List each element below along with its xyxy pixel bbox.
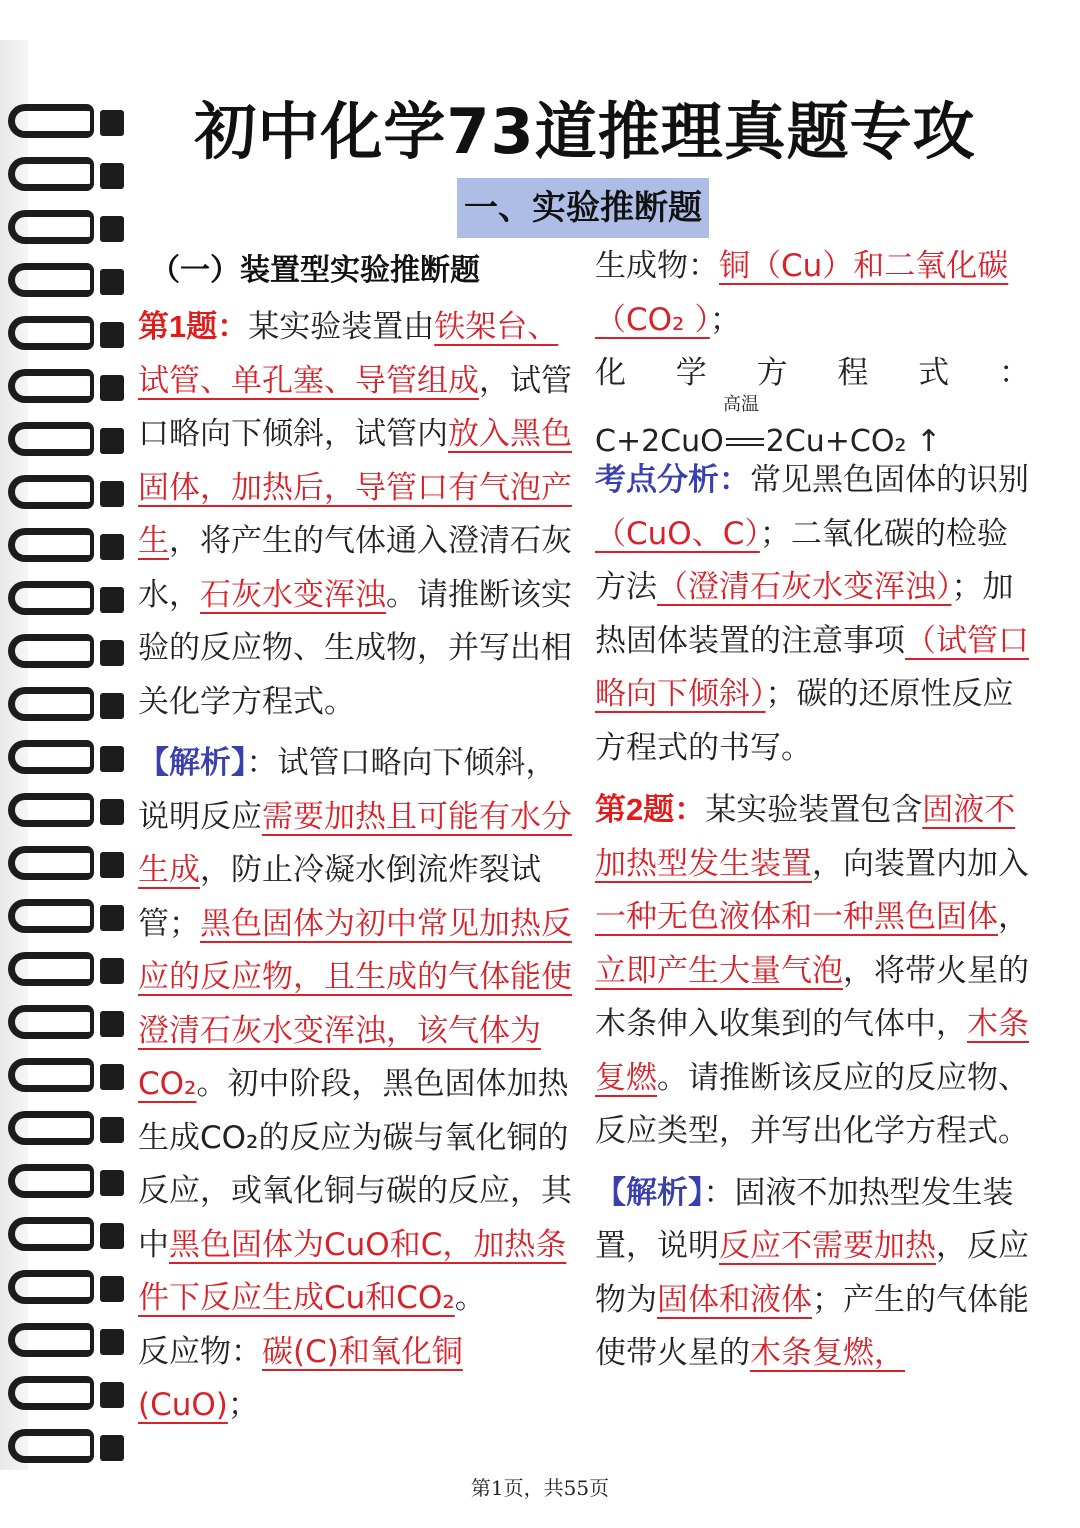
- binding-ring: [8, 577, 126, 627]
- reactant-label: 反应物：: [138, 1333, 262, 1370]
- binding-ring: [8, 418, 126, 468]
- binding-ring: [8, 100, 126, 150]
- binding-ring: [8, 1425, 126, 1475]
- binding-ring: [8, 471, 126, 521]
- reactant-value: 碳(C)和氧化铜(CuO): [138, 1333, 463, 1423]
- a2-text-3: ；产生的气体能使带火星的: [595, 1281, 1029, 1371]
- binding-ring: [8, 524, 126, 574]
- kd1-key-3: （试管口略向下倾斜）: [595, 622, 1029, 712]
- binding-ring: [8, 789, 126, 839]
- q1-key-2: 放入黑色固体，加热后，导管口有气泡产生: [138, 416, 572, 559]
- equation-label: [595, 347, 1030, 401]
- q2-text-2: ，向装置内加入: [812, 845, 1029, 882]
- q2-text-4: ，将带火星的木条伸入收集到的气体中，: [595, 952, 1029, 1042]
- answer-2-label: 【解析】: [595, 1174, 704, 1211]
- product-line: [595, 240, 1030, 347]
- kd1-key-2: （澄清石灰水变浑浊）: [657, 569, 952, 605]
- binding-ring: [8, 1054, 126, 1104]
- chemical-equation: [595, 393, 1030, 459]
- answer-1: [138, 737, 576, 1326]
- eq-label-char: 化: [595, 355, 626, 391]
- q1-text-4: 。请推断该实验的反应物、生成物，并写出相关化学方程式。: [138, 576, 572, 720]
- a2-key-2: 固体和液体: [657, 1281, 812, 1318]
- equation-condition: 高温: [723, 393, 759, 415]
- eq-label-char: 式: [918, 355, 950, 391]
- q1-key-1: 铁架台、试管、单孔塞、导管组成: [138, 309, 559, 399]
- subsection-heading: （一）装置型实验推断题: [150, 253, 480, 288]
- equation-right: 2Cu+CO₂ ↑: [765, 423, 942, 459]
- product-end: ；: [709, 301, 741, 338]
- q2-text-1: 某实验装置包含: [705, 792, 923, 828]
- eq-label-char: 方: [756, 355, 788, 391]
- a2-key-1: 反应不需要加热: [719, 1228, 936, 1264]
- binding-ring: [8, 1107, 126, 1157]
- binding-ring: [8, 683, 126, 733]
- binding-ring: [8, 895, 126, 945]
- equation-left: C+2CuO: [595, 423, 724, 459]
- q2-key-3: 立即产生大量气泡: [595, 952, 843, 989]
- binding-ring: [8, 206, 126, 256]
- binding-ring: [8, 1001, 126, 1051]
- binding-ring: [8, 842, 126, 892]
- binding-ring: [8, 1372, 126, 1422]
- left-column: [138, 300, 576, 1433]
- q2-text-5: 。请推断该反应的反应物、反应类型，并写出化学方程式。: [595, 1059, 1029, 1149]
- binding-ring: [8, 153, 126, 203]
- kd1-text-3: ；加热固体装置的注意事项: [595, 569, 1014, 659]
- eq-label-char: 学: [675, 355, 707, 391]
- binding-ring: [8, 736, 126, 786]
- kd1-text-4: ；碳的还原性反应方程式的书写。: [595, 676, 1014, 766]
- equals-sign: [726, 438, 764, 446]
- q1-text-2: ，试管口略向下倾斜，试管内: [138, 362, 572, 452]
- a2-text-2: ，反应物为: [595, 1228, 1029, 1318]
- binding-ring: [8, 948, 126, 998]
- reactant-end: ；: [227, 1387, 259, 1423]
- a1-text-2: ，防止冷凝水倒流炸裂试管；: [138, 852, 541, 942]
- q1-text-3: ，将产生的气体通入澄清石灰水，: [138, 523, 572, 613]
- question-1: [138, 300, 576, 729]
- binding-ring: [8, 259, 126, 309]
- question-2: [595, 783, 1030, 1159]
- a2-key-3: 木条复燃，: [750, 1335, 905, 1371]
- reactant-line: [138, 1326, 576, 1433]
- spiral-binding: [0, 40, 130, 1470]
- binding-ring: [8, 630, 126, 680]
- a2-text-1: ：固液不加热型发生装置，说明: [595, 1174, 1014, 1264]
- question-2-label: 第2题：: [595, 792, 706, 827]
- a1-key-1: 需要加热且可能有水分生成: [138, 798, 572, 888]
- analysis-1: [595, 454, 1030, 775]
- answer-1-label: 【解析】: [138, 745, 247, 781]
- binding-ring: [8, 1319, 126, 1369]
- page-title: 初中化学73道推理真题专攻: [194, 95, 976, 168]
- q1-key-3: 石灰水变浑浊: [200, 576, 386, 613]
- binding-ring: [8, 1213, 126, 1263]
- a1-text-1: ：试管口略向下倾斜，说明反应: [138, 745, 557, 835]
- q2-text-3: ，: [998, 899, 1029, 935]
- question-1-label: 第1题：: [138, 309, 249, 344]
- binding-ring: [8, 1160, 126, 1210]
- analysis-1-label: 考点分析：: [595, 462, 750, 498]
- section-heading: 一、实验推断题: [457, 178, 709, 238]
- q2-key-2: 一种无色液体和一种黑色固体: [595, 899, 998, 935]
- page-number: 第1页，共55页: [470, 1476, 610, 1500]
- kd1-text-2: ；二氧化碳的检验方法: [595, 515, 1008, 605]
- product-label: 生成物：: [595, 248, 719, 284]
- a1-key-2: 黑色固体为初中常见加热反应的反应物，且生成的气体能使澄清石灰水变浑浊，该气体为CO₂: [138, 905, 572, 1102]
- a1-key-3: 黑色固体为CuO和C，加热条件下反应生成Cu和CO₂: [138, 1226, 567, 1316]
- binding-ring: [8, 365, 126, 415]
- answer-2: [595, 1167, 1030, 1381]
- q2-key-1: 固液不加热型发生装置: [595, 792, 1016, 882]
- a1-text-3: 。初中阶段，黑色固体加热生成CO₂的反应为碳与氧化铜的反应，或氧化铜与碳的反应，其中: [138, 1066, 572, 1263]
- q2-key-4: 木条复燃: [595, 1006, 1029, 1096]
- kd1-text-1: 常见黑色固体的识别: [750, 462, 1029, 498]
- a1-text-4: 。: [454, 1280, 486, 1316]
- q1-text-1: 某实验装置由: [248, 309, 435, 345]
- eq-label-char: ：: [998, 355, 1030, 391]
- kd1-key-1: （CuO、C）: [595, 515, 760, 552]
- binding-ring: [8, 1266, 126, 1316]
- binding-ring: [8, 312, 126, 362]
- eq-label-char: 程: [837, 355, 869, 391]
- product-value: 铜（Cu）和二氧化碳（CO₂ ）: [595, 248, 1009, 338]
- right-column: [595, 240, 1030, 1381]
